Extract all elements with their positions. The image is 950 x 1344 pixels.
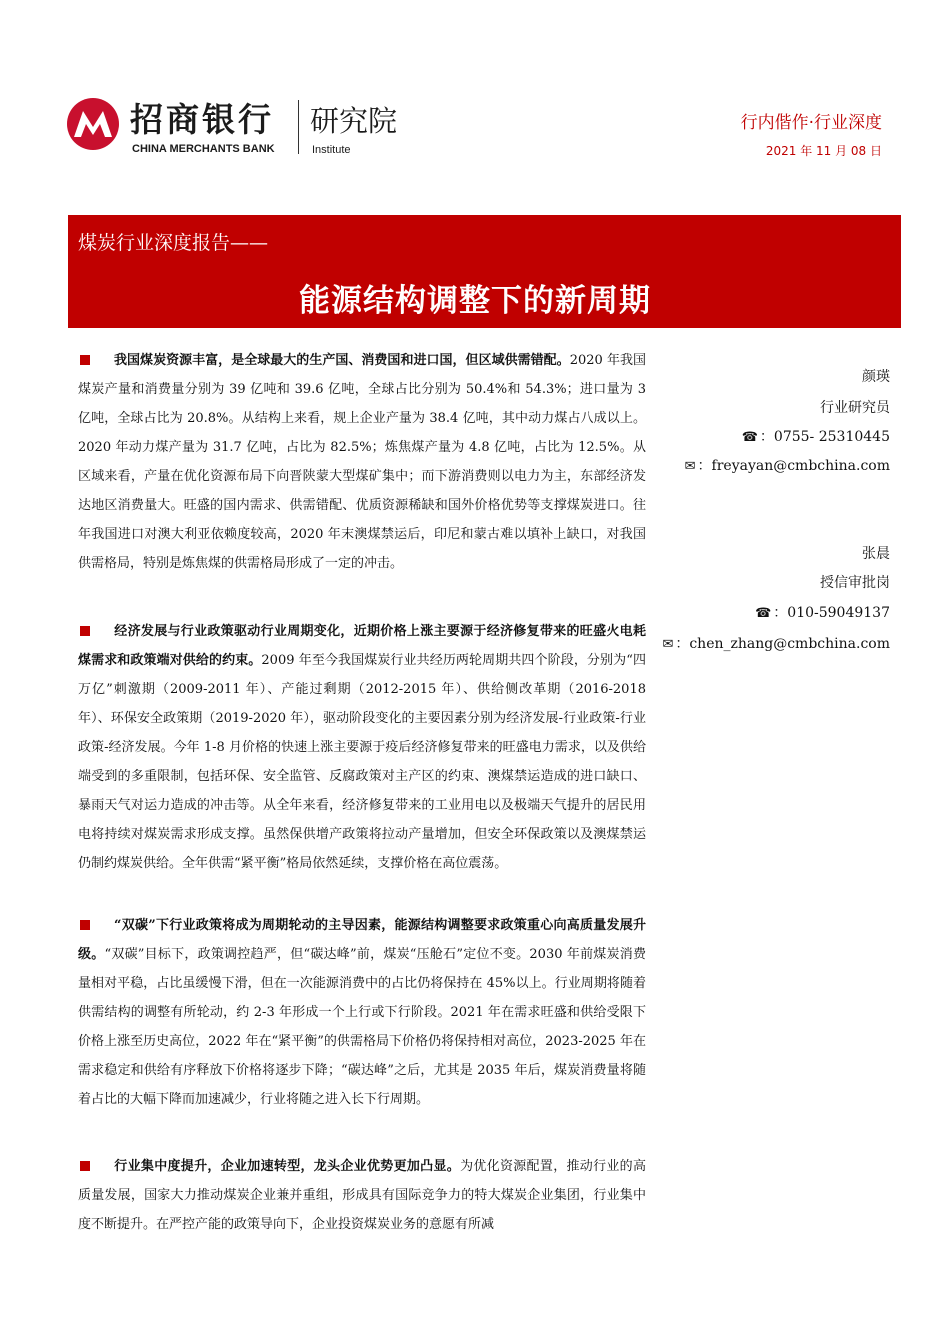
institute-english-name: Institute [312, 144, 351, 156]
author-email-row: ✉ ：chen_zhang@cmbchina.com [662, 636, 890, 652]
paragraph-body: 2009 年至今我国煤炭行业共经历两轮周期共四个阶段，分别为“四万亿”刺激期（2009-2011 年）、产能过剩期（2012-2015 年）、供给侧改革期（2016-2018 年）、环保安全政策期（2019-2020 年），驱动阶段变化的主要因素分别为经济发展-行业政策-行业政策-经济发展。今年 1-8 月价格的快速上涨主要源于疫后经济修复带来的旺盛电力需求，以及供给端受到的多重限制，包括环保、安全监管、反腐政策对主产区的约束、澳煤禁运造成的进口缺口、暴雨天气对运力造成的冲击等。从全年来看，经济修复带来的工业用电以及极端天气提升的居民用电将持续对煤炭需求形成支撑。虽然保供增产政策将拉动产量增加，但安全环保政策以及澳煤禁运仍制约煤炭供给。全年供需“紧平衡”格局依然延续，支撑价格在高位震荡。 [78, 653, 646, 871]
author-role: 授信审批岗 [820, 575, 890, 591]
author-phone-row: ☎ ：010-59049137 [755, 605, 890, 621]
document-type: 行内偕作·行业深度 [740, 113, 882, 133]
author-role: 行业研究员 [820, 400, 890, 416]
summary-paragraph-3 [78, 911, 646, 1114]
paragraph-lead: 行业集中度提升，企业加速转型，龙头企业优势更加凸显。 [114, 1159, 461, 1174]
bullet-square-icon [80, 1161, 90, 1171]
bullet-square-icon [80, 626, 90, 636]
institute-chinese-name: 研究院 [310, 104, 398, 138]
report-subtitle: 煤炭行业深度报告—— [78, 232, 269, 254]
paragraph-lead: “双碳”下行业政策将成为周期轮动的主导因素，能源结构调整要求政策重心向高质量发展升级。 [78, 918, 646, 962]
author-email-row: ✉ ：freyayan@cmbchina.com [684, 458, 890, 474]
author-phone: 0755- 25310445 [773, 429, 890, 445]
summary-paragraph-4 [78, 1152, 646, 1239]
paragraph-body: “双碳”目标下，政策调控趋严，但“碳达峰”前，煤炭“压舱石”定位不变。2030 年前煤炭消费量相对平稳，占比虽缓慢下滑，但在一次能源消费中的占比仍将保持在 45%以上。行业周期将随着供需结构的调整有所轮动，约 2-3 年形成一个上行或下行阶段。2021 年在需求旺盛和供给受限下价格上涨至历史高位，2022 年在“紧平衡”的供需格局下价格仍将保持相对高位，2023-2025 年在需求稳定和供给有序释放下价格将逐步下降；“碳达峰”之后，尤其是 2035 年后，煤炭消费量将随着占比的大幅下降而加速减少，行业将随之进入长下行周期。 [78, 947, 646, 1107]
paragraph-body: 为优化资源配置，推动行业的高质量发展，国家大力推动煤炭企业兼并重组，形成具有国际竞争力的特大煤炭企业集团，行业集中度不断提升。在严控产能的政策导向下，企业投资煤炭业务的意愿有所减 [78, 1159, 646, 1232]
author-name: 张晨 [862, 546, 890, 562]
envelope-icon: ✉ [662, 637, 674, 652]
summary-paragraph-2 [78, 617, 646, 878]
cmb-logo-icon [66, 97, 120, 151]
report-title: 能源结构调整下的新周期 [299, 283, 651, 319]
paragraph-lead: 我国煤炭资源丰富，是全球最大的生产国、消费国和进口国，但区域供需错配。 [114, 353, 570, 368]
document-date: 2021 年 11 月 08 日 [765, 144, 882, 158]
paragraph-body: 2020 年我国煤炭产量和消费量分别为 39 亿吨和 39.6 亿吨，全球占比分别为 50.4%和 54.3%；进口量为 3 亿吨，全球占比为 20.8%。从结构上来看，规上企业产量为 38.4 亿吨，其中动力煤占八成以上。2020 年动力煤产量为 31.7 亿吨，占比为 82.5%；炼焦煤产量为 4.8 亿吨，占比为 12.5%。从区域来看，产量在优化资源布局下向晋陕蒙大型煤矿集中；而下游消费则以电力为主，东部经济发达地区消费量大。旺盛的国内需求、供需错配、优质资源稀缺和国外价格优势等支撑煤炭进口。往年我国进口对澳大利亚依赖度较高，2020 年末澳煤禁运后，印尼和蒙古难以填补上缺口，对我国供需格局，特别是炼焦煤的供需格局形成了一定的冲击。 [78, 353, 646, 571]
author-phone-row: ☎ ：0755- 25310445 [741, 429, 890, 445]
logo-chinese-name: 招商银行 [130, 100, 274, 139]
author-email[interactable]: freyayan@cmbchina.com [711, 458, 890, 474]
phone-icon: ☎ [741, 430, 758, 445]
summary-paragraph-1 [78, 346, 646, 578]
bullet-square-icon [80, 920, 90, 930]
logo-divider [298, 100, 299, 154]
author-name: 颜瑛 [862, 369, 890, 385]
phone-icon: ☎ [755, 606, 772, 621]
bullet-square-icon [80, 355, 90, 365]
author-email[interactable]: chen_zhang@cmbchina.com [689, 636, 890, 652]
logo-english-name: CHINA MERCHANTS BANK [132, 143, 275, 155]
paragraph-lead: 经济发展与行业政策驱动行业周期变化，近期价格上涨主要源于经济修复带来的旺盛火电耗煤需求和政策端对供给的约束。 [78, 624, 646, 668]
envelope-icon: ✉ [684, 459, 696, 474]
author-phone: 010-59049137 [787, 605, 890, 621]
